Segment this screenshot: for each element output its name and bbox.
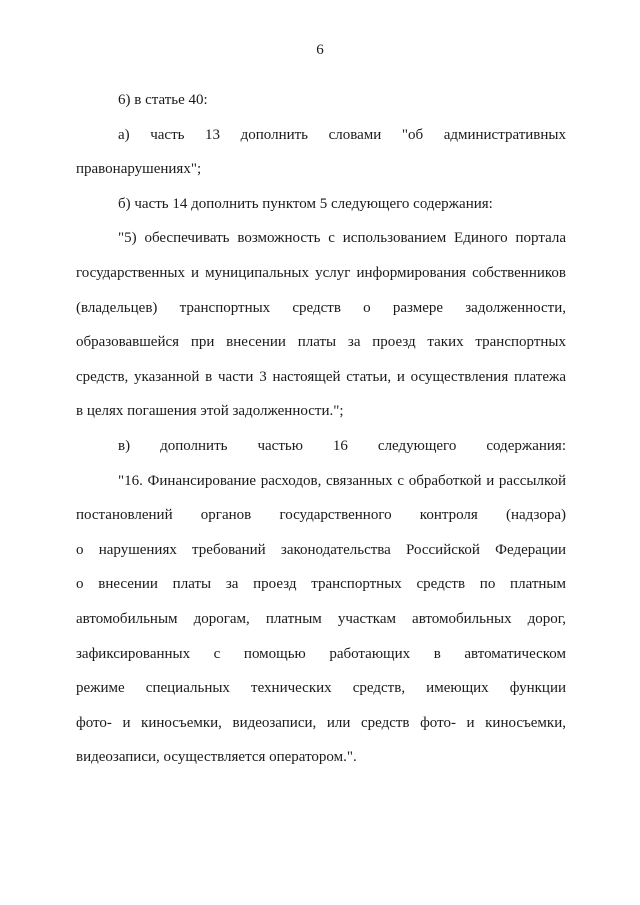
text-line: государственных и муниципальных услуг информирования собственников bbox=[76, 264, 566, 281]
text-line: (владельцев) транспортных средств о размере задолженности, bbox=[76, 299, 566, 316]
text-line: правонарушениях"; bbox=[76, 161, 202, 178]
text-line: видеозаписи, осуществляется оператором.". bbox=[76, 749, 357, 766]
text-line: средств, указанной в части 3 настоящей статьи, и осуществления платежа bbox=[76, 368, 566, 385]
page-number: 6 bbox=[316, 42, 324, 58]
text-line: образовавшейся при внесении платы за проезд таких транспортных bbox=[76, 334, 566, 351]
text-line: зафиксированных с помощью работающих в автоматическом bbox=[76, 645, 566, 662]
text-line: "5) обеспечивать возможность с использованием Единого портала bbox=[118, 230, 566, 247]
text-line: б) часть 14 дополнить пунктом 5 следующего содержания: bbox=[118, 195, 493, 212]
paragraph-item-6 bbox=[76, 83, 566, 118]
paragraph-subitem-b bbox=[76, 187, 566, 222]
text-line: "16. Финансирование расходов, связанных с обработкой и рассылкой bbox=[118, 472, 566, 489]
text-line: а) часть 13 дополнить словами "об административных bbox=[118, 126, 566, 143]
paragraph-subitem-a bbox=[76, 118, 566, 187]
paragraph-subitem-v bbox=[76, 429, 566, 464]
text-line: фото- и киносъемки, видеозаписи, или средств фото- и киносъемки, bbox=[76, 714, 566, 731]
text-line: в целях погашения этой задолженности."; bbox=[76, 403, 344, 420]
text-line: режиме специальных технических средств, имеющих функции bbox=[76, 680, 566, 697]
text-line: в) дополнить частью 16 следующего содержания: bbox=[118, 437, 566, 454]
text-line: о внесении платы за проезд транспортных средств по платным bbox=[76, 576, 566, 593]
text-line: о нарушениях требований законодательства Российской Федерации bbox=[76, 541, 566, 558]
text-line: постановлений органов государственного контроля (надзора) bbox=[76, 507, 566, 524]
document-body bbox=[76, 83, 566, 775]
text-line: 6) в статье 40: bbox=[118, 92, 208, 108]
paragraph-quoted-point-5 bbox=[76, 221, 566, 429]
paragraph-quoted-part-16 bbox=[76, 464, 566, 775]
text-line: автомобильным дорогам, платным участкам автомобильных дорог, bbox=[76, 610, 566, 627]
